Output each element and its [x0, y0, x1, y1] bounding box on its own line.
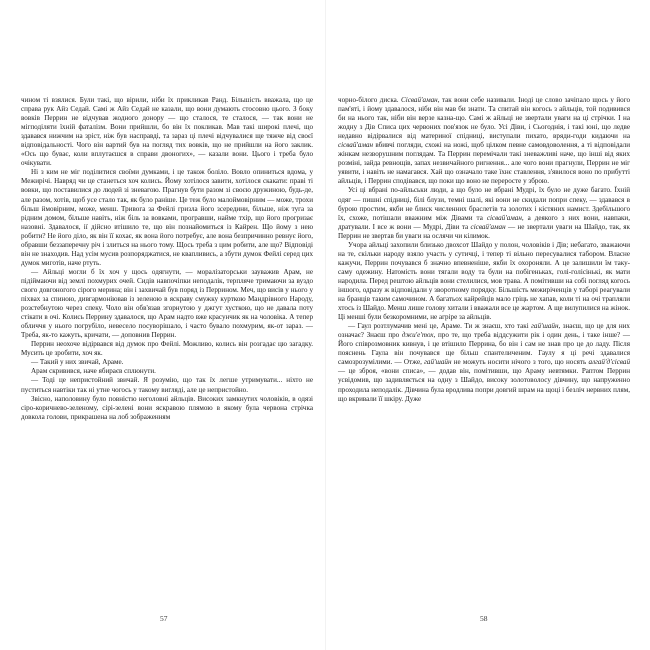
text-run: чорно-білого диска. — [338, 96, 402, 104]
text-run: , а деякого з них вони, навпаки, дратували. І все ж вони — Мудрі, Діви та — [338, 213, 630, 231]
italic-term: сісвай'аман — [338, 141, 374, 150]
text-run: — Гаул розтлумачив мені це, Араме. Ти ж знаєш, хто такі — [348, 322, 532, 331]
text-run: — не звертали уваги на Шайдо, так, як Перрин не звертав би уваги на ослячи чи кілимок. — [338, 222, 630, 240]
text-run: — це зброя, «вони списа», — додав він, помітивши, що Араму невтямки. Раптом Перрин усвідомив, що задивляється на одну з Шайдо, високу золотоволосу дівчину, що напруженно проходила неподалік. Дівчина була вродлива попри довгий шрам на щоці і безліч нервних плям, що вкривали її шкіру. Дуже — [338, 367, 630, 403]
italic-term: алгай'д'сісвай — [588, 358, 630, 367]
paragraph — [21, 358, 313, 367]
gutter — [325, 0, 326, 650]
text-run: — Айльці могли б їх хоч у щось одягнути, — моралізаторськи зауважив Арам, не підіймаючи від землі похмурих очей. Сидів навпочіпки неподалік, терпляче тримаючи за вуздо свого довгоногого сірого мерина; він і захвичай був поряд із Перрином. Меч, що висів у нього у піхвах за спиною, дивгармоніював із зеленою в яскраву смужку курткою Мандрівного Народу, розстебнутою через спеку. Чоло він обв'язав згорнутою у джгут хусткою, що не давала поту стікати в очі. Колись Перрину здавалося, що Арам надто вже красунчик як на чоловіка. А тепер обличчя у нього погрубіло, невесело посуворішало, і часто бувало похмурим, як-от зараз. — Треба, як-то кажуть, кричати, — доповнив Перрин. — [21, 267, 313, 340]
italic-term: сісвай'аман — [470, 222, 506, 231]
paragraph — [21, 96, 313, 168]
left-page-text — [21, 96, 313, 422]
text-run: Учора айльці захопили близько двохсот Шайдо у полон, чоловіків і Дів; небагато, зважаючи на те, скільки народу взяло участь у сутичці, і тепер ті вільно пересувалися табором. Власне кажучи, Перрин почувався б значно впевненіше, якби їх охороняли. А це залишили їм таку-саму одежину. Натомість вони тягали воду та були на побігеньках, голі-голісінькі, як мати народила. Перед рештою айльців вони стелилися, мов трава. А помітивши на собі погляд когось іншого, одразу ж відповідали у зворотному порядку. Більшість межиріченців у таборі реагували на бранців таким самочином. А багатьох кайрейців мало гріць не хапав, коли ті на очі трапляли хтось із Шайдо. Менш лише голову хитали і вважали все це жартом. А ще вилупилися на жінок. Ці менші були безкоромними, не агріре за айльців. — [338, 240, 630, 322]
text-run: чином ті взялися. Були такі, що вірили, ніби їх прикликав Ранд. Більшість вважала, що це справа рук Айз Седай. Самі ж Айз Седай не казали, що вони думають стосовно цього. З боку вовків Перрин не відчував жодного донору — що сталося, те сталося, — так вони не мігподіляти їхній фаталізм. Вони прийшли, бо він їх покликав. Мав такі широкі плечі, що здавався нижчим на зріст, ніж був насправді, та зараз ці плечі відчувалися ще тяжче від своєї відповідальності. Чого він вартий був на погляд тих вовків, що не прийшли на його заклик. «Ось що буває, коли вплутаєшся в справи двоногих», — казали вони. Цього і треба було очікувати. — [21, 96, 313, 168]
text-run: — Тоді це непристойний звичай. Я розумію, що так їх легше утримувати... ніхто не пуститься навтіки так ні утне чогось у такому вигляді, але це непристойно. — [21, 376, 313, 394]
paragraph — [338, 322, 630, 403]
text-run: Ні з ким не міг поділитися своїми думками, і це також боліло. Вовло опиниться вдома, у Межирічі. Навряд чи це станеться хоч колись. Йому хотілося завити, хотілося скакати: праві ті вовки, що поставилися до людей зі зневагою. Прагнув бути разом зі своєю дружиною, будь-де, але разом, хотів, щоб усе стало так, як було раніше. Це теж було малоймовірним — може, трохи більш ймовірним, може, менш. Тривога за Фейлі гризла його зсередини, більше, ніж туга за рідним домом, більше навіть, ніж біль за вовками, програвши, найме тхір, що його прогризає назовні. Здавалося, ії дійсно втішило те, що він познайомиться із Кайрен. Що йому з нею робити? Не його діло, як він її кохає, як вона його потребує, але вона безпричинно ревнує його, обравши беззаперечну річ і злиться на нього тому. Щось треба з цим робити, але що? Відповіді він не знаходив. Над усім мусив розпоряджатися, не квапливись, а збути думок Фейлі серед цих думок миготів, наче ртуть. — [21, 168, 313, 267]
text-run: , про те, що треба віддсужити рік і один день, і таке інше? — Його співрозмовник кивнув, і це втішило Перрина, бо він і сам не знав про це до ладу. Після пояснень Гаула він почувався ще більш спантеличеним. Гаулу я ці речі здавалися самозрозумілими. — Отже, — [338, 331, 630, 367]
text-run: Усі ці вбрані по-айльськи люди, а що було не вбрані Мудрі, їх було не дуже багато. Їхній одяг — пишні спідниці, білі блузи, темні шалі, які вони не скидали попри спеку, — здавався в бурою простим, якби не блиск численних браслетів та золотих і кістяних намист. Здебільшого їх, схоже, потішали вважним між Дівами та — [338, 186, 630, 222]
paragraph — [21, 376, 313, 394]
paragraph — [338, 241, 630, 322]
italic-term: Сісвай'аман — [401, 96, 438, 104]
page-number-left: 57 — [160, 614, 168, 623]
paragraph — [21, 340, 313, 358]
text-run: — Такий у них звичай, Араме. — [31, 358, 124, 367]
paragraph — [21, 367, 313, 376]
italic-term: сісвай'аман — [486, 213, 522, 222]
text-run: , знаєш, що це для них означає? Знаєш про — [338, 322, 630, 340]
paragraph — [21, 168, 313, 268]
italic-term: джи'е'тох — [401, 331, 434, 340]
paragraph — [338, 186, 630, 240]
text-run: Звісно, наполовину було повністю неголовні айльців. Високих замкнутих чоловіків, в одязі сіро-коричнево-зеленому, сірі-зелені вони яскравою плямою в якому була червона стрічка довкола голови, прикрашена на лоб зображенням — [21, 394, 313, 421]
text-run: не можуть носити нічого з того, що носять — [451, 358, 589, 367]
text-run: , так вони себе називали. Іноді це слово зачіпало щось у його пам'яті, і йому здавалося, ніби він мав би знати. Та спитай він когось з айльців, той подивився би на нього так, ніби він верзе казна-що. Самі ж айльці не звертали уваги на ці стрічки. І на жодну з Дів Списа цих червоних пов'язок не було. Усі Діви, і Сьогоднія, і такі юні, що ледве недавно відірвалися від материної спідниці, виступали пихато, вряди-годи кидаючи на — [338, 96, 630, 141]
right-page-text — [338, 96, 630, 404]
text-run: вбивчі погляди, схожі на ножі, щоб цілком певне самовдоволення, а ті відповідали жінкам незворушним поглядам. Та Перрин перемічали такі зневажливі наче, що інші від яких розміні, зайда ревнощів, запах незвичайного ригнення... але чого вони прагнули, Перрин не міг уявити, і навіть не намагався. Хай що означало таке їхнє ставлення, з'явилося воно по прибутті айльців, і Перрин сподівався, що поки що воно не переросте у зброю. — [338, 141, 630, 186]
italic-term: гай'шайн — [424, 358, 452, 367]
page-number-right: 58 — [480, 614, 488, 623]
text-run: Перрин неохоче відірвався від думок про Фейлі. Можливо, колись він розгадає цю загадку. Мусить це зробити, хоч як. — [21, 340, 313, 358]
italic-term: гай'шайн — [531, 322, 559, 331]
paragraph — [338, 96, 630, 186]
text-run: Арам скривився, наче ябираєв сплюнути. — [31, 367, 156, 376]
paragraph — [21, 268, 313, 340]
paragraph — [21, 395, 313, 422]
